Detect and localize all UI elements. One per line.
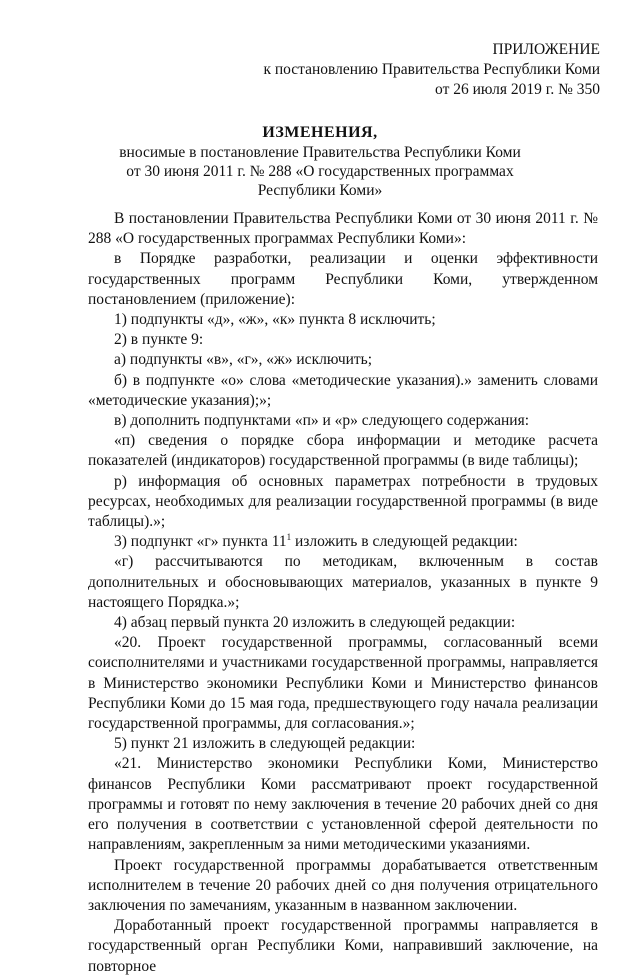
superscript: 1 xyxy=(286,532,292,543)
paragraph: 1) подпункты «д», «ж», «к» пункта 8 исключить; xyxy=(114,311,436,329)
document-subtitle-line-2: от 30 июня 2011 г. № 288 «О государственных программах xyxy=(126,163,514,180)
paragraph: «п) сведения о порядке сбора информации и методике расчета показателей (индикаторов) государственной программы (в виде таблицы); xyxy=(88,432,598,470)
appendix-header xyxy=(263,40,600,100)
paragraph: а) подпункты «в», «г», «ж» исключить; xyxy=(114,351,373,369)
paragraph: «г) рассчитываются по методикам, включенным в состав дополнительных и обосновывающих материалов, указанных в пункте 9 настоящего Порядка.»; xyxy=(88,553,598,611)
paragraph: «20. Проект государственной программы, согласованный всеми соисполнителями и участниками государственной программы, направляется в Министерство экономики Республики Коми и Министерство финансов Республики Коми до 15 мая года, предшествующего году начала реализации государственной программы, для согласования.»; xyxy=(88,634,598,733)
appendix-label: ПРИЛОЖЕНИЕ xyxy=(492,41,600,58)
paragraph xyxy=(88,532,598,552)
paragraph: 2) в пункте 9: xyxy=(114,331,204,349)
paragraph-text: изложить в следующей редакции: xyxy=(291,533,518,551)
paragraph: в) дополнить подпунктами «п» и «р» следующего содержания: xyxy=(114,412,530,430)
document-title: ИЗМЕНЕНИЯ, xyxy=(262,124,378,141)
paragraph: б) в подпункте «о» слова «методические указания).» заменить словами «методические указания);»; xyxy=(88,371,598,409)
document-body xyxy=(88,209,598,977)
paragraph-text: 3) подпункт «г» пункта 11 xyxy=(114,533,287,551)
paragraph: в Порядке разработки, реализации и оценки эффективности государственных программ Республики Коми, утвержденном постановлением (приложение): xyxy=(88,250,598,308)
appendix-date: от 26 июля 2019 г. № 350 xyxy=(435,81,600,98)
document-subtitle-line-1: вносимые в постановление Правительства Республики Коми xyxy=(119,144,521,161)
paragraph: р) информация об основных параметрах потребности в трудовых ресурсах, необходимых для реализации государственной программы (в виде таблицы).»; xyxy=(88,472,598,531)
paragraph: 5) пункт 21 изложить в следующей редакции: xyxy=(114,735,416,753)
paragraph: «21. Министерство экономики Республики Коми, Министерство финансов Республики Коми рассматривают проект государственной программы и готовят по нему заключения в течение 20 рабочих дней со дня его получения в соответствии с установленной сферой деятельности по направлениям, закрепленным за ними методическими указаниями. xyxy=(88,755,598,854)
appendix-reference: к постановлению Правительства Республики Коми xyxy=(263,61,600,78)
document-heading xyxy=(0,122,640,200)
paragraph: Доработанный проект государственной программы направляется в государственный орган Республики Коми, направивший заключение, на повторное xyxy=(88,917,598,975)
paragraph: 4) абзац первый пункта 20 изложить в следующей редакции: xyxy=(114,614,516,632)
document-subtitle-line-3: Республики Коми» xyxy=(257,182,383,199)
paragraph: В постановлении Правительства Республики Коми от 30 июня 2011 г. № 288 «О государственных программах Республики Коми»: xyxy=(88,210,598,248)
paragraph: Проект государственной программы дорабатывается ответственным исполнителем в течение 20 рабочих дней со дня получения отрицательного заключения по замечаниям, указанным в названном заключении. xyxy=(88,856,598,914)
